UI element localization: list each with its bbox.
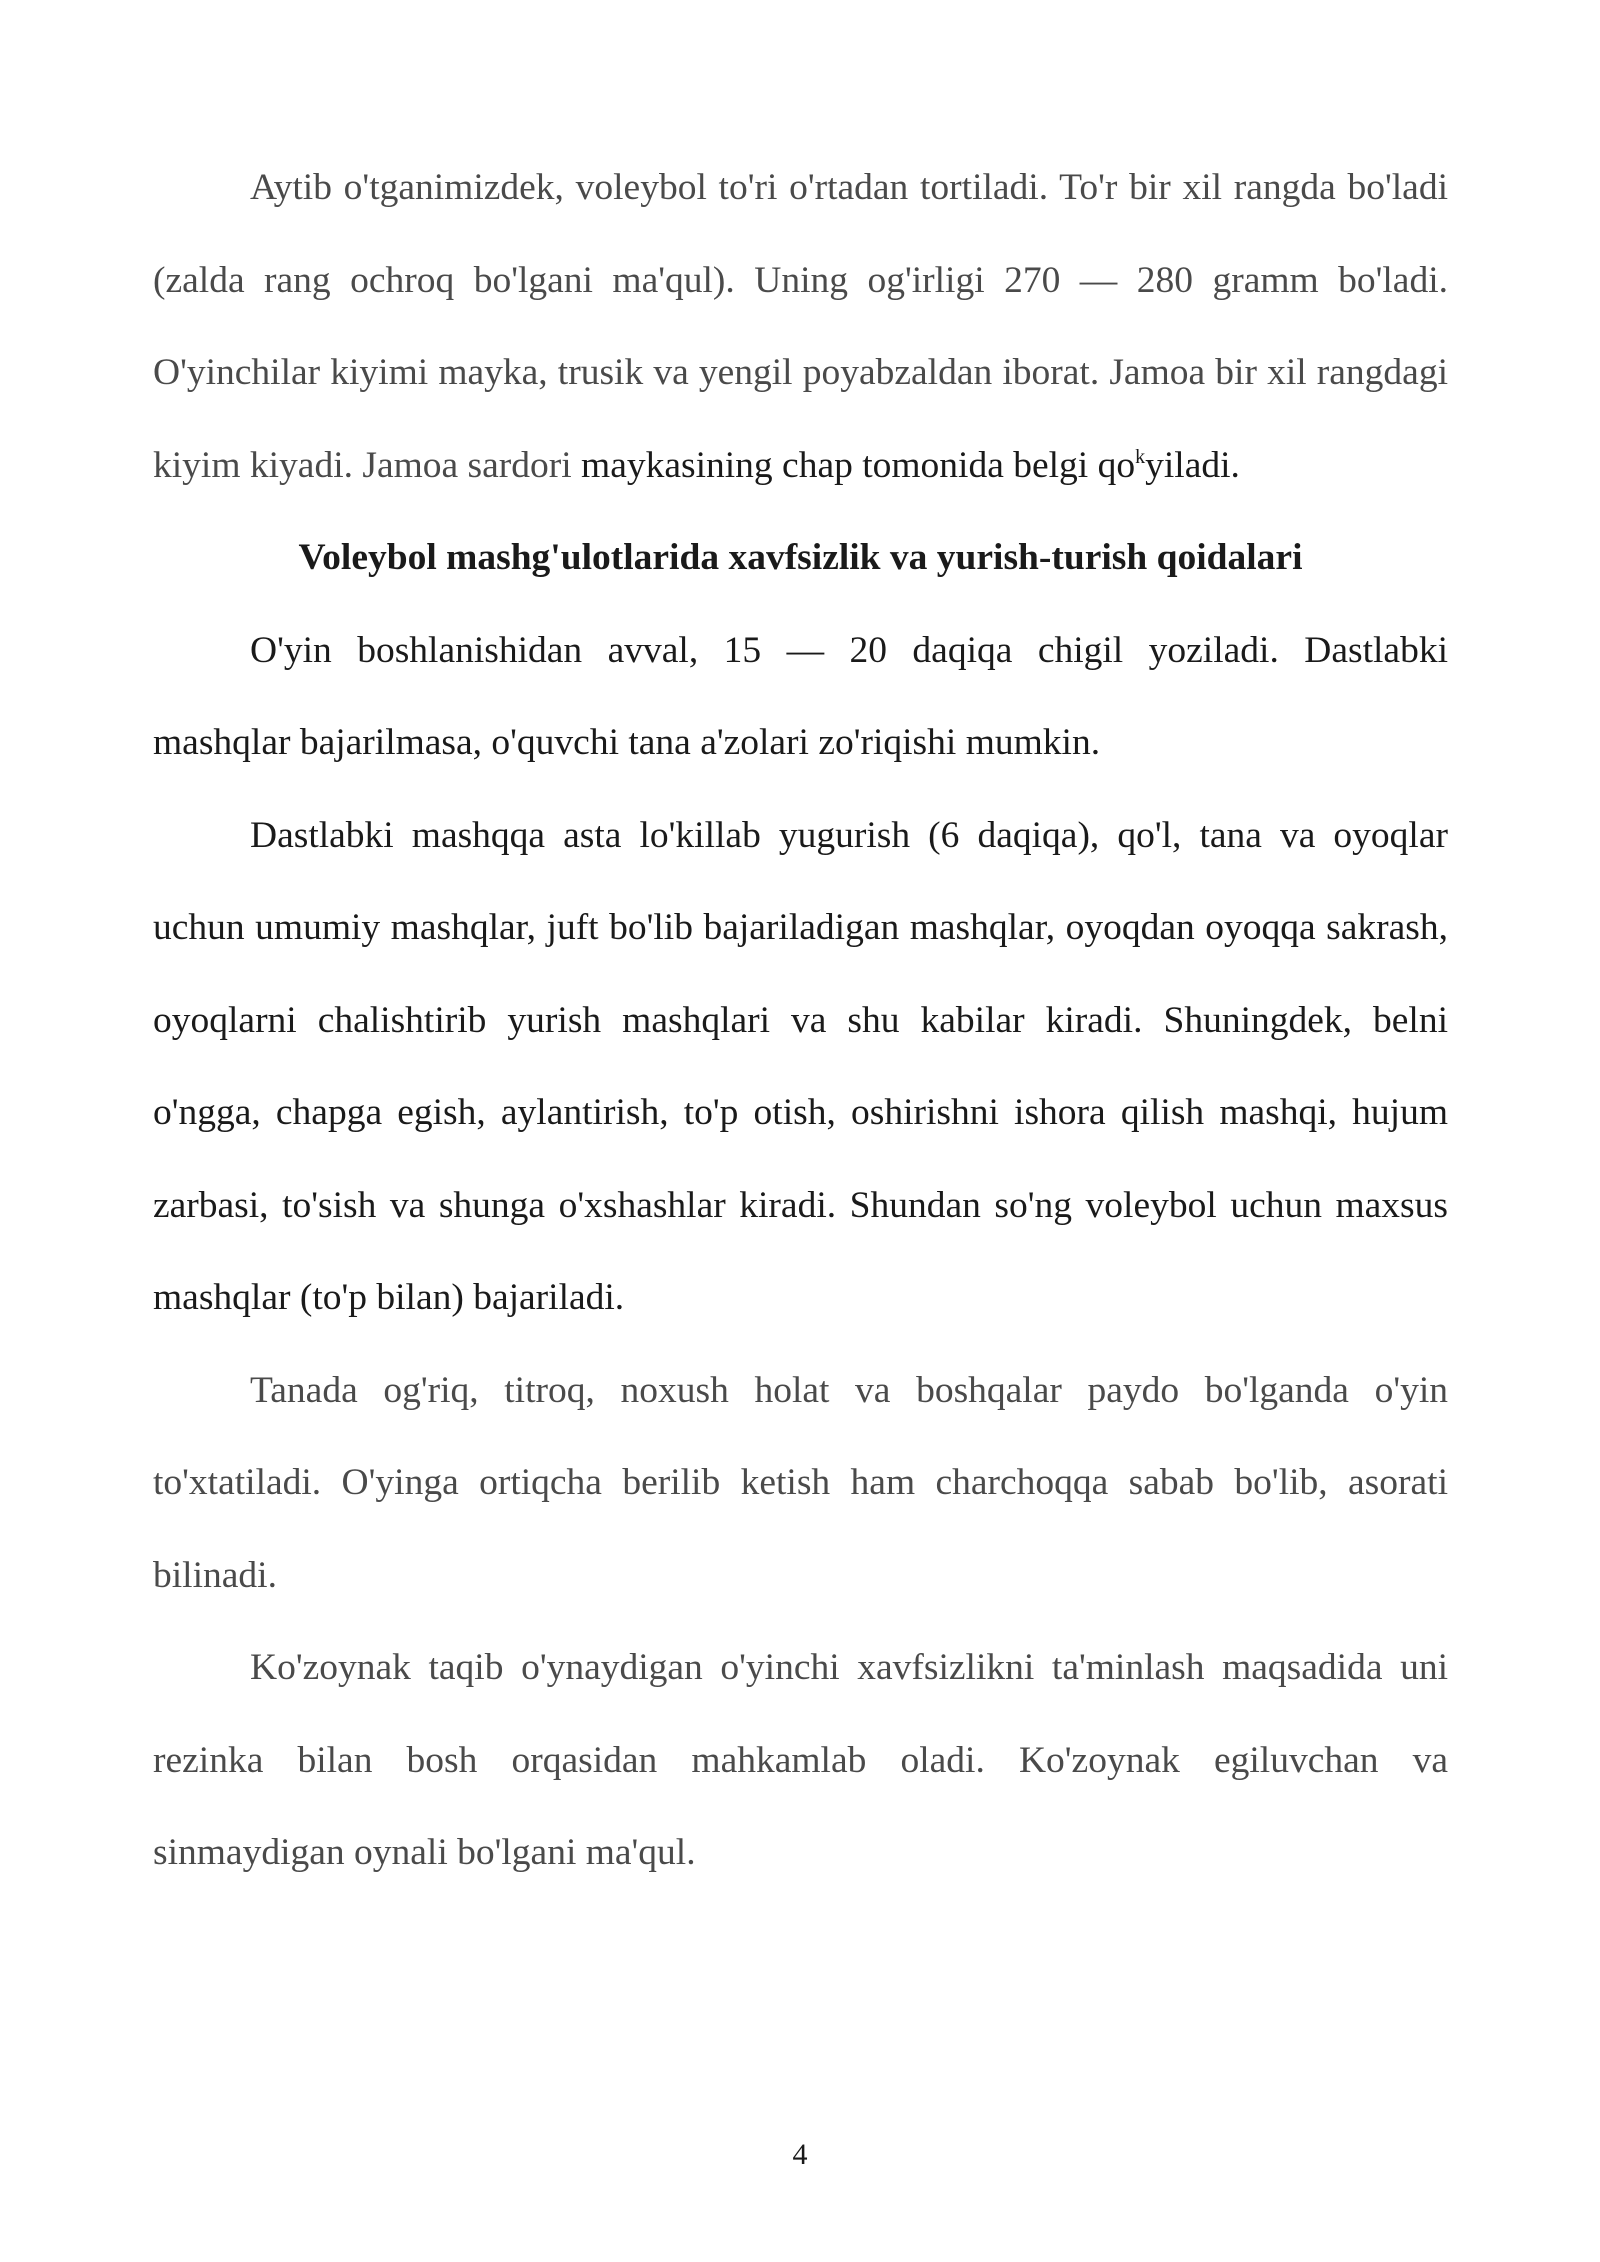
section-heading: Voleybol mashg'ulotlarida xavfsizlik va yurish-turish qoidalari	[298, 537, 1303, 578]
paragraph-exercises: Dastlabki mashqqa asta lo'killab yugurish (6 daqiqa), qo'l, tana va oyoqlar uchun umumiy mashqlar, juft bo'lib bajariladigan mashqlar, oyoqdan oyoqqa sakrash, oyoqlarni chalishtirib yurish mashqlari va shu kabilar kiradi. Shuningdek, belni o'ngga, chapga egish, aylantirish, to'p otish, oshirishni ishora qilish mashqi, hujum zarbasi, to'sish va shunga o'xshashlar kiradi. Shundan so'ng voleybol uchun maxsus mashqlar (to'p bilan) bajariladi.	[153, 814, 1448, 1318]
paragraph-stop-game: Tanada og'riq, titroq, noxush holat va boshqalar paydo bo'lganda o'yin to'xtatiladi. O'yinga ortiqcha berilib ketish ham charchoqqa sabab bo'lib, asorati bilinadi.	[153, 1369, 1448, 1596]
paragraph-warmup: O'yin boshlanishidan avval, 15 — 20 daqiqa chigil yoziladi. Dastlabki mashqlar bajarilmasa, o'quvchi tana a'zolari zo'riqishi mumkin.	[153, 629, 1448, 763]
document-page	[153, 142, 1448, 1900]
paragraph-1-superscript: k	[1135, 445, 1146, 468]
paragraph-1-text-b: maykasining chap tomonida belgi qo	[581, 444, 1136, 486]
paragraph-glasses: Ko'zoynak taqib o'ynaydigan o'yinchi xavfsizlikni ta'minlash maqsadida uni rezinka bilan bosh orqasidan mahkamlab oladi. Ko'zoynak egiluvchan va sinmaydigan oynali bo'lgani ma'qul.	[153, 1647, 1448, 1873]
paragraph-1-text-c: yiladi.	[1145, 444, 1240, 486]
paragraph-volleyball-net	[153, 142, 1448, 512]
page-number: 4	[792, 2138, 808, 2171]
paragraph-1-text-a: Aytib o'tganimizdek, voleybol to'ri o'rtadan tortiladi. To'r bir xil rangda bo'ladi (zalda rang ochroq bo'lgani ma'qul). Uning og'irligi 270 — 280 gramm bo'ladi. O'yinchilar kiyimi mayka, trusik va yengil poyabzaldan iborat. Jamoa bir xil rangdagi kiyim kiyadi. Jamoa sardori	[153, 167, 1448, 486]
